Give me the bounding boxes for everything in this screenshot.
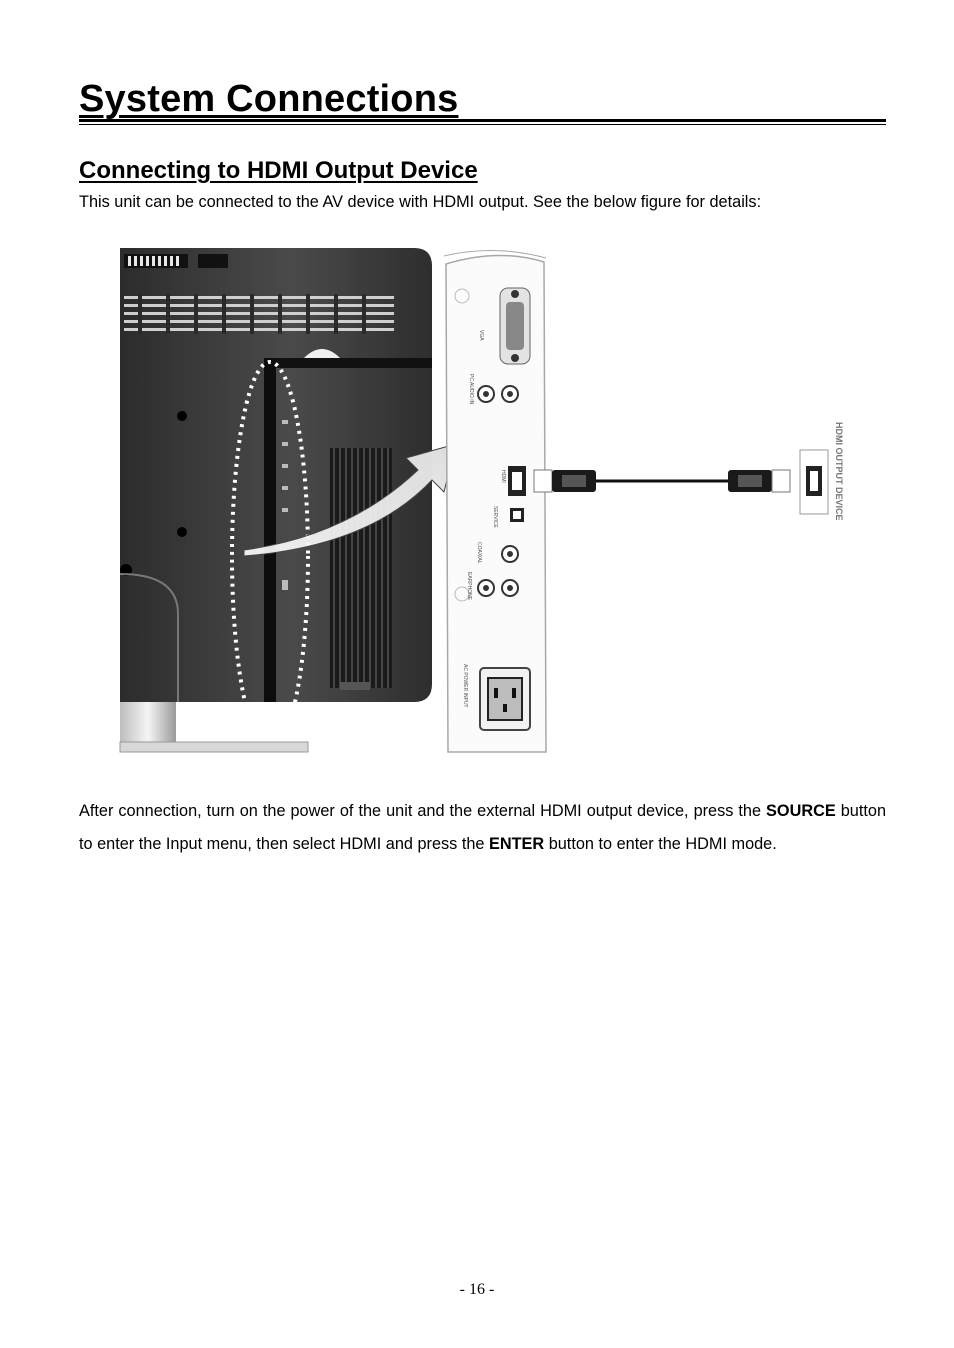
paragraph-text-3: button to enter the HDMI mode. bbox=[544, 835, 777, 853]
pc-audio-label: PC AUDIO IN bbox=[468, 374, 474, 405]
service-label: SERVICE bbox=[492, 506, 498, 528]
earphone-label: EARPHONE bbox=[466, 572, 472, 601]
coaxial-label: COAXIAL bbox=[476, 542, 482, 564]
title-rule-thin bbox=[79, 124, 886, 125]
connection-diagram bbox=[118, 244, 848, 756]
page-number: - 16 - bbox=[459, 1281, 495, 1298]
intro-text: This unit can be connected to the AV device with HDMI output. See the below figure for details: bbox=[79, 193, 762, 211]
paragraph-text-2: button to enter the Input menu, then select HDMI and press the bbox=[79, 802, 886, 853]
hdmi-cable-icon bbox=[534, 470, 790, 492]
page-title: System Connections bbox=[79, 78, 459, 120]
title-rule-thick bbox=[79, 119, 886, 122]
hdmi-output-device bbox=[800, 422, 844, 521]
connection-panel bbox=[444, 250, 546, 752]
source-button-label: SOURCE bbox=[766, 802, 836, 820]
paragraph-text-1: After connection, turn on the power of the unit and the external HDMI output device, press the bbox=[79, 802, 767, 820]
hdmi-output-device-label: HDMI OUTPUT DEVICE bbox=[834, 422, 844, 521]
instruction-paragraph bbox=[79, 795, 886, 861]
enter-button-label: ENTER bbox=[488, 835, 545, 853]
tv-rear-body bbox=[120, 248, 432, 702]
section-heading: Connecting to HDMI Output Device bbox=[79, 157, 478, 184]
hdmi-port-label: HDMI bbox=[500, 470, 506, 483]
vga-label: VGA bbox=[478, 330, 484, 341]
power-label: AC POWER INPUT bbox=[462, 664, 468, 708]
